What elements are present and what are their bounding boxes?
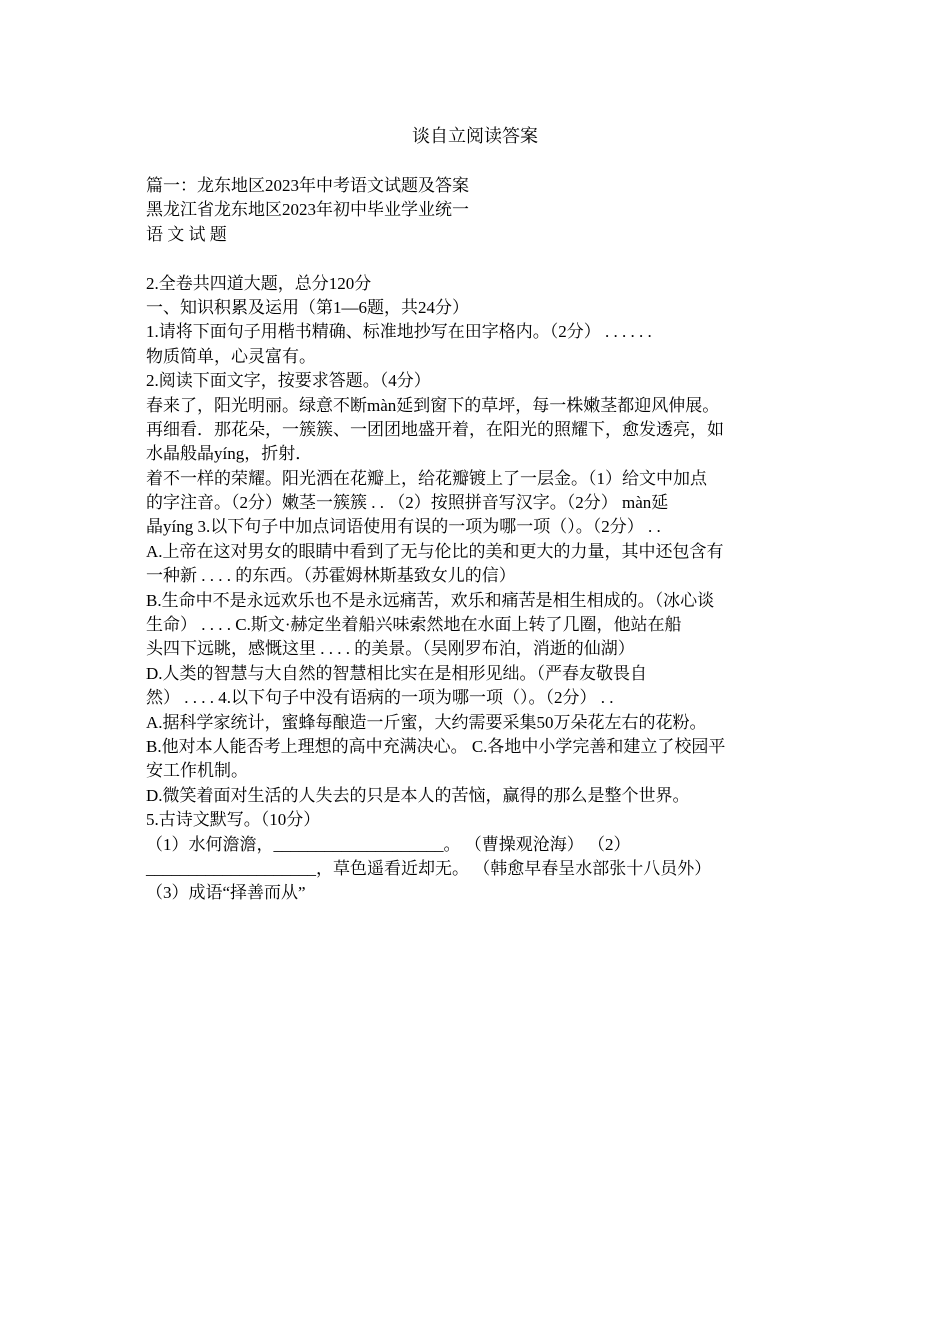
body-line: 2.阅读下面文字，按要求答题。（4分） bbox=[146, 371, 431, 391]
body-line: 生命） . . . . C.斯文·赫定坐着船兴味索然地在水面上转了几圈，他站在船 bbox=[146, 615, 682, 635]
body-line: D.微笑着面对生活的人失去的只是本人的苦恼，赢得的那么是整个世界。 bbox=[146, 785, 690, 805]
body-line: 春来了，阳光明丽。绿意不断màn延到窗下的草坪，每一株嫩茎都迎风伸展。 bbox=[146, 395, 720, 415]
body-line: 物质简单，心灵富有。 bbox=[146, 346, 316, 366]
body-line: （3）成语“择善而从” bbox=[146, 883, 306, 903]
body-line: 着不一样的荣耀。阳光洒在花瓣上，给花瓣镀上了一层金。（1）给文中加点 bbox=[146, 468, 707, 488]
header-line: 篇一：龙东地区2023年中考语文试题及答案 bbox=[146, 176, 469, 195]
body-line: 晶yíng 3.以下句子中加点词语使用有误的一项为哪一项（）。（2分） . . bbox=[146, 517, 661, 537]
body-line: 水晶般晶yíng，折射． bbox=[146, 444, 313, 464]
body-line: ____________________，草色遥看近却无。 （韩愈早春呈水部张十八员外） bbox=[146, 858, 712, 878]
header-line: 黑龙江省龙东地区2023年初中毕业学业统一 bbox=[146, 200, 469, 220]
body-line: 的字注音。（2分）嫩茎一簇簇 . . （2）按照拼音写汉字。（2分） màn延 bbox=[146, 493, 669, 513]
body-line: 2.全卷共四道大题，总分120分 bbox=[146, 273, 372, 293]
header-line: 语 文 试 题 bbox=[146, 224, 227, 244]
body-line: 1.请将下面句子用楷书精确、标准地抄写在田字格内。（2分） . . . . . . bbox=[146, 322, 652, 342]
paragraph-gap bbox=[146, 247, 806, 271]
body-line: 头四下远眺，感慨这里 . . . . 的美景。（吴刚罗布泊，消逝的仙湖） bbox=[146, 639, 635, 659]
body-line: 安工作机制。 bbox=[146, 761, 248, 781]
body-line: A.上帝在这对男女的眼睛中看到了无与伦比的美和更大的力量，其中还包含有 bbox=[146, 541, 724, 561]
body-line: A.据科学家统计，蜜蜂每酿造一斤蜜，大约需要采集50万朵花左右的花粉。 bbox=[146, 712, 707, 732]
body-line: B.生命中不是永远欢乐也不是永远痛苦，欢乐和痛苦是相生相成的。（冰心谈 bbox=[146, 590, 715, 610]
body-line: 再细看．那花朵，一簇簇、一团团地盛开着，在阳光的照耀下，愈发透亮，如 bbox=[146, 419, 724, 439]
body-line: B.他对本人能否考上理想的高中充满决心。 C.各地中小学完善和建立了校园平 bbox=[146, 736, 726, 756]
document-title: 谈自立阅读答案 bbox=[412, 126, 538, 146]
body-line: 5.古诗文默写。（10分） bbox=[146, 810, 321, 830]
body-line: 一、知识积累及运用（第1—6题，共24分） bbox=[146, 297, 469, 317]
body-line: 一种新 . . . . 的东西。（苏霍姆林斯基致女儿的信） bbox=[146, 566, 516, 586]
body-line: D.人类的智慧与大自然的智慧相比实在是相形见绌。（严春友敬畏自 bbox=[146, 663, 648, 683]
body-line: 然） . . . . 4.以下句子中没有语病的一项为哪一项（）。（2分） . . bbox=[146, 688, 614, 708]
body-line: （1）水何澹澹，____________________。 （曹操观沧海） （2） bbox=[146, 834, 631, 854]
document-body bbox=[146, 174, 806, 906]
